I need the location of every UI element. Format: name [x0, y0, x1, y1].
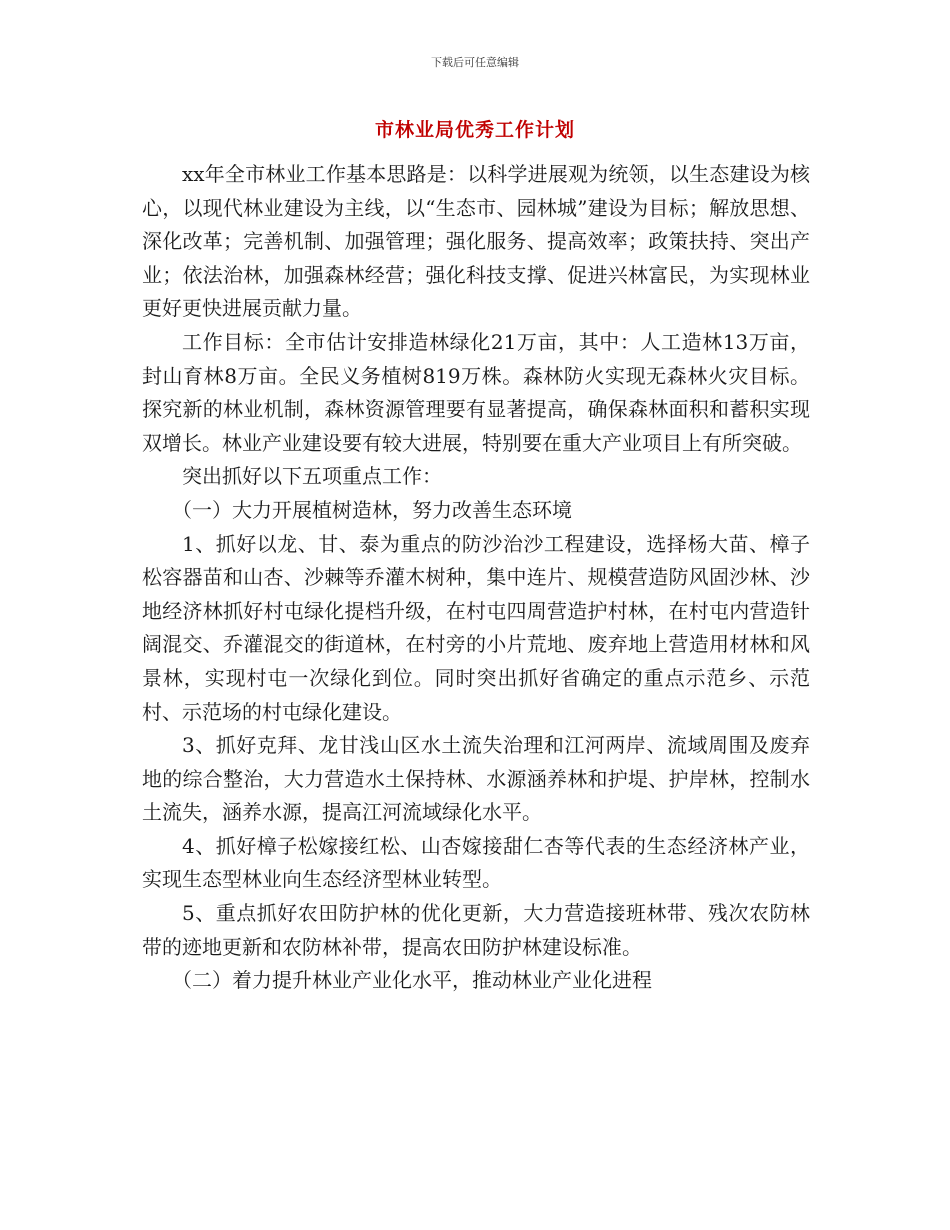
paragraph-item-1: 1、抓好以龙、甘、泰为重点的防沙治沙工程建设，选择杨大苗、樟子松容器苗和山杏、沙棘等乔灌木树种，集中连片、规模营造防风固沙林、沙地经济林抓好村屯绿化提档升级，在村屯四周营造护村林，在村屯内营造针阔混交、乔灌混交的街道林，在村旁的小片荒地、废弃地上营造用材林和风景林，实现村屯一次绿化到位。同时突出抓好省确定的重点示范乡、示范村、示范场的村屯绿化建设。	[142, 531, 810, 724]
header-note: 下载后可任意编辑	[431, 56, 519, 69]
paragraph-work-goals: 工作目标：全市估计安排造林绿化21万亩，其中：人工造林13万亩，封山育林8万亩。全民义务植树819万株。森林防火实现无森林火灾目标。探究新的林业机制，森林资源管理要有显著提高，确保森林面积和蓄积实现双增长。林业产业建设要有较大进展，特别要在重大产业项目上有所突破。	[142, 329, 810, 455]
paragraph-key-tasks-intro: 突出抓好以下五项重点工作：	[182, 464, 442, 489]
document-body	[142, 158, 810, 998]
document-title: 市林业局优秀工作计划	[374, 119, 575, 141]
paragraph-item-4: 4、抓好樟子松嫁接红松、山杏嫁接甜仁杏等代表的生态经济林产业，实现生态型林业向生态经济型林业转型。	[142, 833, 810, 892]
paragraph-item-5: 5、重点抓好农田防护林的优化更新，大力营造接班林带、残次农防林带的迹地更新和农防林补带，提高农田防护林建设标准。	[142, 901, 810, 959]
paragraph-basic-approach: xx年全市林业工作基本思路是：以科学进展观为统领，以生态建设为核心，以现代林业建设为主线，以“生态市、园林城”建设为目标；解放思想、深化改革；完善机制、加强管理；强化服务、提高效率；政策扶持、突出产业；依法治林，加强森林经营；强化科技支撑、促进兴林富民，为实现林业更好更快进展贡献力量。	[142, 162, 810, 321]
section-heading-2: （二）着力提升林业产业化水平，推动林业产业化进程	[172, 968, 652, 993]
paragraph-item-3: 3、抓好克拜、龙甘浅山区水土流失治理和江河两岸、流域周围及废弃地的综合整治，大力营造水土保持林、水源涵养林和护堤、护岸林，控制水土流失，涵养水源，提高江河流域绿化水平。	[142, 733, 810, 825]
section-heading-1: （一）大力开展植树造林，努力改善生态环境	[172, 497, 572, 522]
